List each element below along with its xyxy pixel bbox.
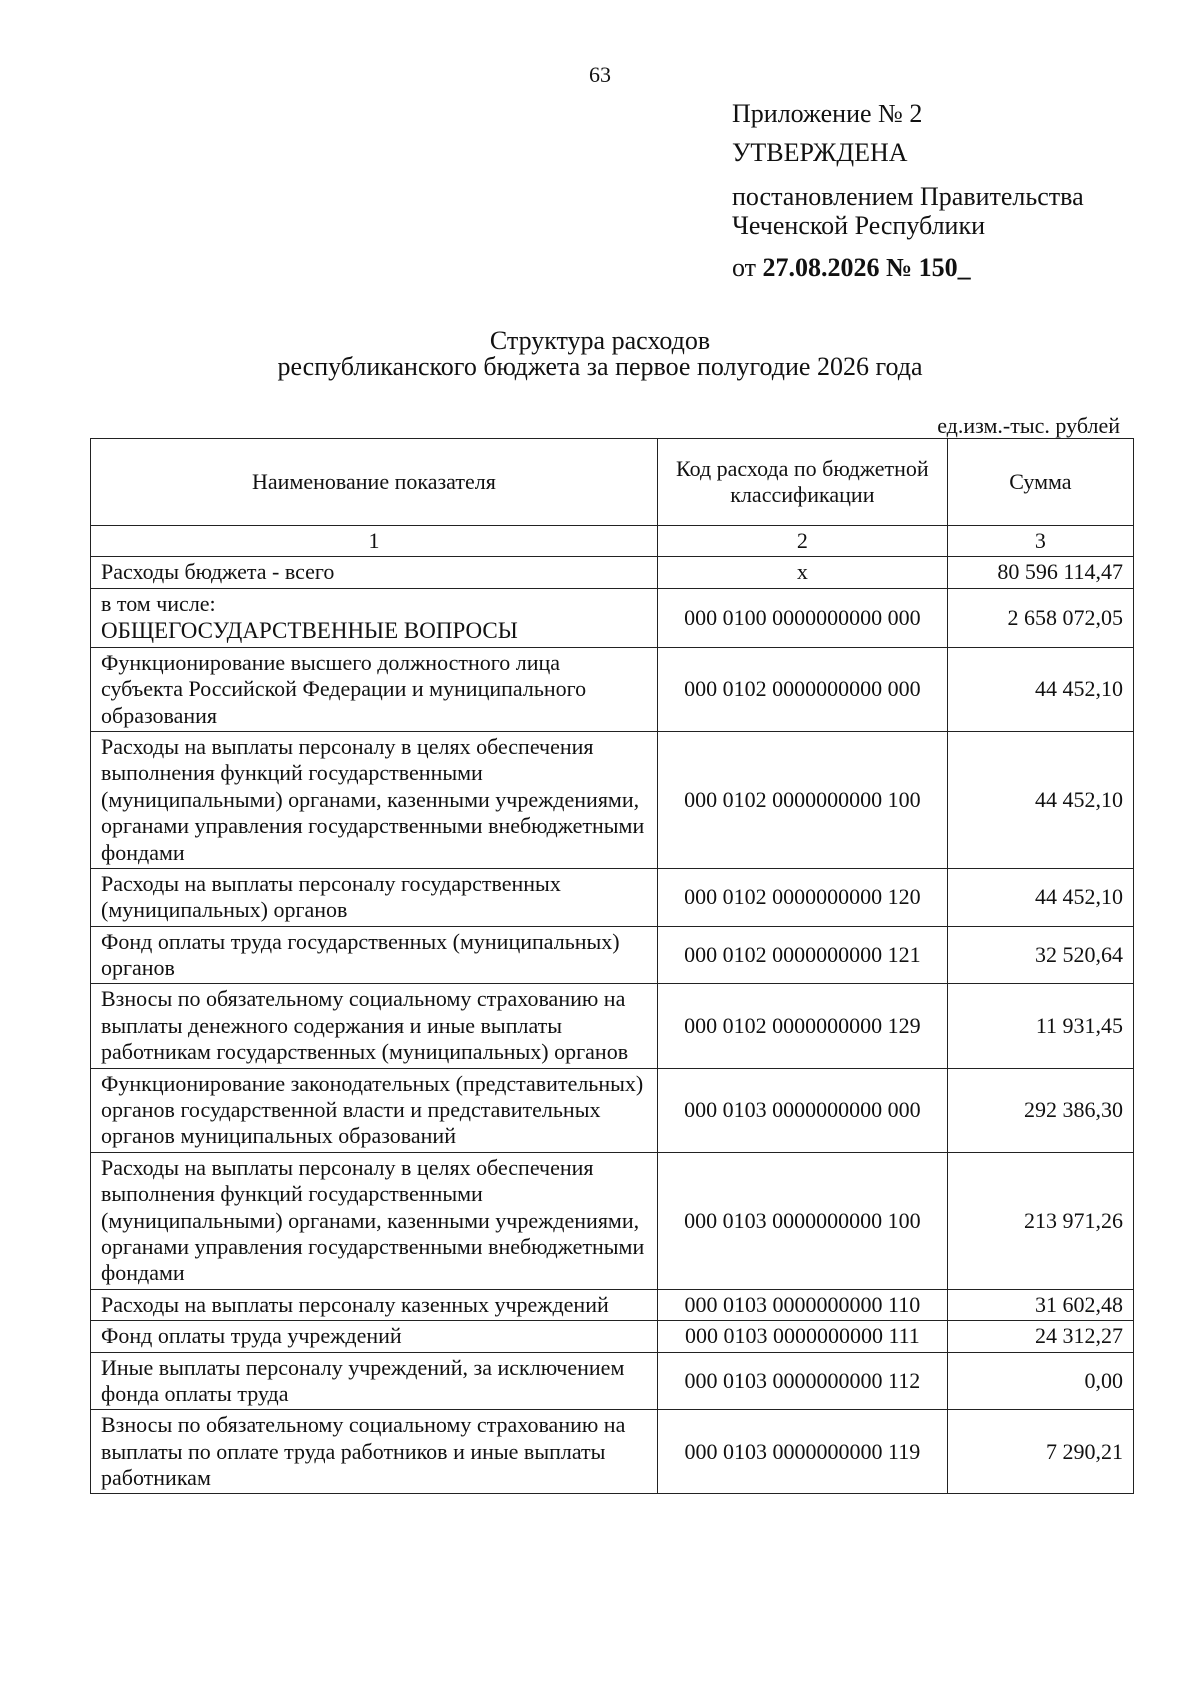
row-name: Расходы на выплаты персоналу в целях обеспечения выполнения функций государственными (муниципальными) органами, казенными учреждениями, органами управления государственными внебюджетными фондами: [91, 731, 658, 868]
table-row: [91, 588, 1134, 647]
row-sum: 44 452,10: [947, 868, 1133, 926]
table-row: [91, 1068, 1134, 1152]
row-name: Функционирование высшего должностного лица субъекта Российской Федерации и муниципального образования: [91, 647, 658, 731]
table-header-row: [91, 439, 1134, 526]
table-row: [91, 1321, 1134, 1352]
row-name: Расходы на выплаты персоналу в целях обеспечения выполнения функций государственными (муниципальными) органами, казенными учреждениями, органами управления государственными внебюджетными фондами: [91, 1152, 658, 1289]
row-sum: 7 290,21: [947, 1410, 1133, 1494]
row-code: 000 0103 0000000000 100: [657, 1152, 947, 1289]
row-name-section: ОБЩЕГОСУДАРСТВЕННЫЕ ВОПРОСЫ: [101, 618, 518, 644]
row-name: Расходы бюджета - всего: [91, 557, 658, 588]
table-row: [91, 1152, 1134, 1289]
date-value: 27.08.2026 № 150_: [762, 253, 971, 283]
row-code: 000 0100 0000000000 000: [657, 588, 947, 647]
budget-table: [90, 438, 1134, 1494]
row-sum: 80 596 114,47: [947, 557, 1133, 588]
annex-label: Приложение № 2: [732, 99, 923, 128]
column-number: 3: [947, 526, 1133, 557]
table-row: [91, 1410, 1134, 1494]
row-sum: 32 520,64: [947, 926, 1133, 984]
row-code: 000 0103 0000000000 000: [657, 1068, 947, 1152]
row-name: Иные выплаты персоналу учреждений, за исключением фонда оплаты труда: [91, 1352, 658, 1410]
table-row: [91, 1289, 1134, 1320]
row-name: Функционирование законодательных (представительных) органов государственной власти и представительных органов муниципальных образований: [91, 1068, 658, 1152]
table-row: [91, 926, 1134, 984]
header-sum: Сумма: [947, 439, 1133, 526]
table-row: [91, 557, 1134, 588]
table-row: [91, 647, 1134, 731]
column-number: 1: [91, 526, 658, 557]
table-row: [91, 984, 1134, 1068]
row-sum: 31 602,48: [947, 1289, 1133, 1320]
units-label: ед.изм.-тыс. рублей: [937, 413, 1120, 438]
row-code: 000 0102 0000000000 120: [657, 868, 947, 926]
table-row: [91, 731, 1134, 868]
date-prefix: от: [732, 253, 763, 283]
approval-block: [732, 100, 1084, 283]
row-code: 000 0102 0000000000 000: [657, 647, 947, 731]
page-number: 63: [589, 62, 611, 87]
row-name: Расходы на выплаты персоналу государственных (муниципальных) органов: [91, 868, 658, 926]
row-sum: 44 452,10: [947, 647, 1133, 731]
row-sum: 213 971,26: [947, 1152, 1133, 1289]
header-name: Наименование показателя: [91, 439, 658, 526]
column-number: 2: [657, 526, 947, 557]
document-title: [0, 328, 1200, 380]
row-code: 000 0102 0000000000 129: [657, 984, 947, 1068]
row-code: 000 0103 0000000000 119: [657, 1410, 947, 1494]
approved-label: УТВЕРЖДЕНА: [732, 137, 908, 167]
row-code: 000 0102 0000000000 121: [657, 926, 947, 984]
row-sum: 2 658 072,05: [947, 588, 1133, 647]
decree-line-1: постановлением Правительства: [732, 182, 1084, 212]
row-code: 000 0103 0000000000 111: [657, 1321, 947, 1352]
row-code: 000 0103 0000000000 112: [657, 1352, 947, 1410]
row-code: 000 0103 0000000000 110: [657, 1289, 947, 1320]
row-sum: 292 386,30: [947, 1068, 1133, 1152]
row-name: Взносы по обязательному социальному страхованию на выплаты денежного содержания и иные выплаты работникам государственных (муниципальных) органов: [91, 984, 658, 1068]
row-sum: 24 312,27: [947, 1321, 1133, 1352]
decree-line-2: Чеченской Республики: [732, 210, 986, 240]
row-name: Взносы по обязательному социальному страхованию на выплаты по оплате труда работников и иные выплаты работникам: [91, 1410, 658, 1494]
row-name: [91, 588, 658, 647]
row-sum: 0,00: [947, 1352, 1133, 1410]
row-code: x: [657, 557, 947, 588]
row-name: Фонд оплаты труда учреждений: [91, 1321, 658, 1352]
row-sum: 44 452,10: [947, 731, 1133, 868]
column-number-row: [91, 526, 1134, 557]
row-name: Фонд оплаты труда государственных (муниципальных) органов: [91, 926, 658, 984]
row-name: Расходы на выплаты персоналу казенных учреждений: [91, 1289, 658, 1320]
row-sum: 11 931,45: [947, 984, 1133, 1068]
table-row: [91, 1352, 1134, 1410]
decree-date: [732, 254, 1084, 283]
header-code: Код расхода по бюджетной классификации: [657, 439, 947, 526]
table-row: [91, 868, 1134, 926]
row-name-prefix: в том числе:: [101, 590, 216, 616]
title-line-2: республиканского бюджета за первое полугодие 2026 года: [277, 352, 923, 381]
row-code: 000 0102 0000000000 100: [657, 731, 947, 868]
title-line-1: Структура расходов: [489, 326, 711, 355]
